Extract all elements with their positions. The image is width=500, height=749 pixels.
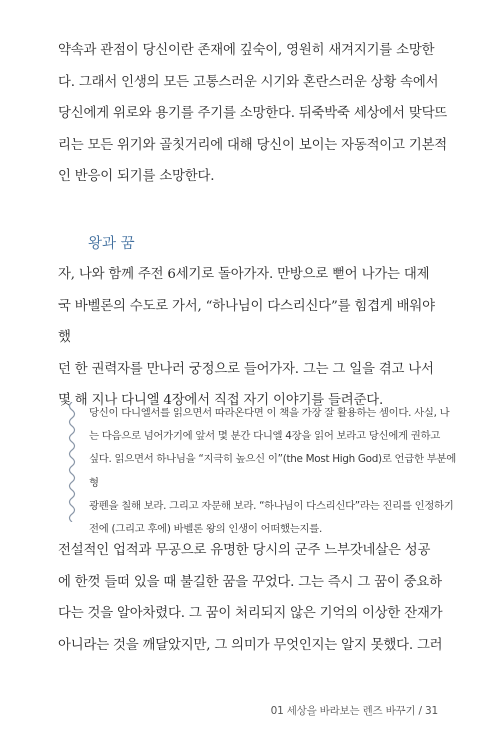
section-heading: 왕과 꿈 — [88, 236, 135, 252]
body-paragraph-2: 자, 나와 함께 주전 6세기로 돌아가자. 만방으로 뻗어 나가는 대제 국 바벨론의 수도로 가서, “하나님이 다스리신다”를 힘겹게 배워야 했 던 한 권력자를 만나러 궁정으로 들어가자. 그는 그 일을 겪고 나서 몇 해 지나 다니엘 4장에서 직접 자기 이야기를 들려준다. — [58, 267, 435, 408]
wavy-line-icon — [66, 402, 78, 522]
note-text: 당신이 다니엘서를 읽으면서 따라온다면 이 책을 가장 잘 활용하는 셈이다. 사실, 나 는 다음으로 넘어가기에 앞서 몇 분간 다니엘 4장을 읽어 보라고 당신에게 권하고 싶다. 읽으면서 하나님을 “지극히 높으신 이”(the Most High God)로 언급한 부분에 형 광펜을 칠해 보라. 그리고 자문해 보라. “하나님이 다스리신다”라는 진리를 인정하기 전에 (그리고 후에) 바벨론 왕의 인생이 어떠했는지를. — [89, 407, 456, 536]
body-paragraph-1: 약속과 관점이 당신이란 존재에 깊숙이, 영원히 새겨지기를 소망한 다. 그래서 인생의 모든 고통스러운 시기와 혼란스러운 상황 속에서 당신에게 위로와 용기를 주기를 소망한다. 뒤죽박죽 세상에서 맞닥뜨 리는 모든 위기와 골칫거리에 대해 당신이 보이는 자동적이고 기본적 인 반응이 되기를 소망한다. — [58, 43, 448, 184]
note-box — [66, 402, 456, 536]
body-paragraph-3: 전설적인 업적과 무공으로 유명한 당시의 군주 느부갓네살은 성공 에 한껏 들떠 있을 때 불길한 꿈을 꾸었다. 그는 즉시 그 꿈이 중요하 다는 것을 알아차렸다. 그 꿈이 처리되지 않은 기억의 이상한 잔재가 아니라는 것을 깨달았지만, 그 의미가 무엇인지는 알지 못했다. 그러 — [58, 543, 443, 653]
page-footer: 01 세상을 바라보는 렌즈 바꾸기 / 31 — [270, 705, 438, 717]
